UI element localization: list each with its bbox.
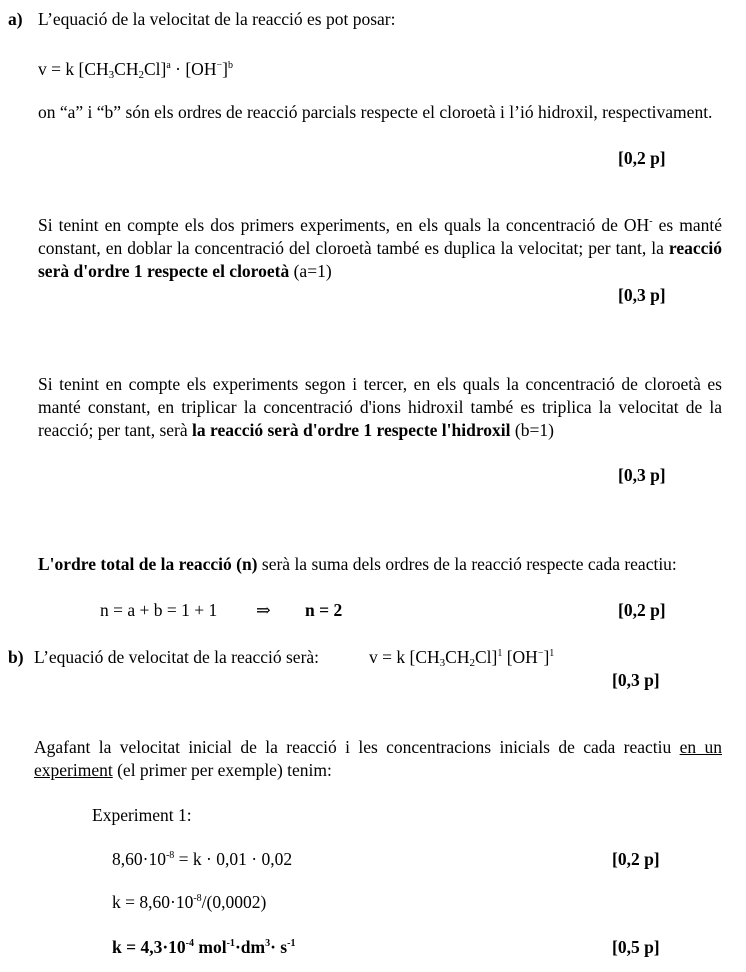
- points-6: [0,2 p]: [612, 849, 660, 869]
- points-2: [0,3 p]: [618, 285, 666, 305]
- part-a-label: a): [8, 9, 23, 29]
- calculation-2: $k = 8,60\cdot 10^{-8}/(0,0002)$: [112, 892, 267, 912]
- points-5: [0,3 p]: [612, 670, 660, 690]
- points-7: [0,5 p]: [612, 937, 660, 957]
- rate-equation-general: v = k $[CH_3CH_2Cl]^a \cdot [OH^-]^b$: [38, 59, 233, 81]
- total-order-equation: n = a + b = 1 + 1: [100, 600, 218, 620]
- points-1: [0,2 p]: [618, 148, 666, 168]
- part-a-intro: L’equació de la velocitat de la reacció es pot posar:: [38, 9, 396, 29]
- paragraph-order-chloroethane: Si tenint en compte els dos primers experiments, en els quals la concentració de OH- es manté constant, en doblar la concentració del cloroetà també es duplica la velocitat; per tant, la reacció serà d'ordre 1 respecte el cloroetà (a=1): [38, 215, 722, 281]
- implies-arrow: ⇒: [256, 600, 271, 620]
- part-b-label: b): [8, 647, 24, 667]
- final-result: $k = 4,3\cdot 10^{-4}$ $mol^{-1}\cdot dm^3\cdot s^{-1}$: [112, 937, 296, 957]
- rate-equation-final: v = k $[CH_3CH_2Cl]^1$ $[OH^-]^1$: [369, 647, 555, 669]
- points-4: [0,2 p]: [618, 600, 666, 620]
- paragraph-experiment: Agafant la velocitat inicial de la reacció i les concentracions inicials de cada reactiu en un experiment (el primer per exemple) tenim:: [34, 737, 722, 780]
- part-b-text: L’equació de velocitat de la reacció serà:: [34, 647, 320, 667]
- paragraph-order-hydroxyl: Si tenint en compte els experiments segon i tercer, en els quals la concentració de cloroetà es manté constant, en triplicar la concentració d'ions hidroxil també es triplica la velocitat de la reacció; per tant, serà la reacció serà d'ordre 1 respecte l'hidroxil (b=1): [38, 374, 722, 440]
- points-3: [0,3 p]: [618, 465, 666, 485]
- total-order-result: n = 2: [305, 600, 343, 620]
- calculation-1: $8,60\cdot 10^{-8} = k \cdot 0,01 \cdot 0,02$: [112, 849, 293, 869]
- explanation-paragraph: on “a” i “b” són els ordres de reacció parcials respecte el cloroetà i l’ió hidroxil, respectivament.: [38, 102, 713, 122]
- experiment-label: Experiment 1:: [92, 805, 192, 825]
- paragraph-total-order: L'ordre total de la reacció (n) serà la suma dels ordres de la reacció respecte cada reactiu:: [38, 554, 677, 574]
